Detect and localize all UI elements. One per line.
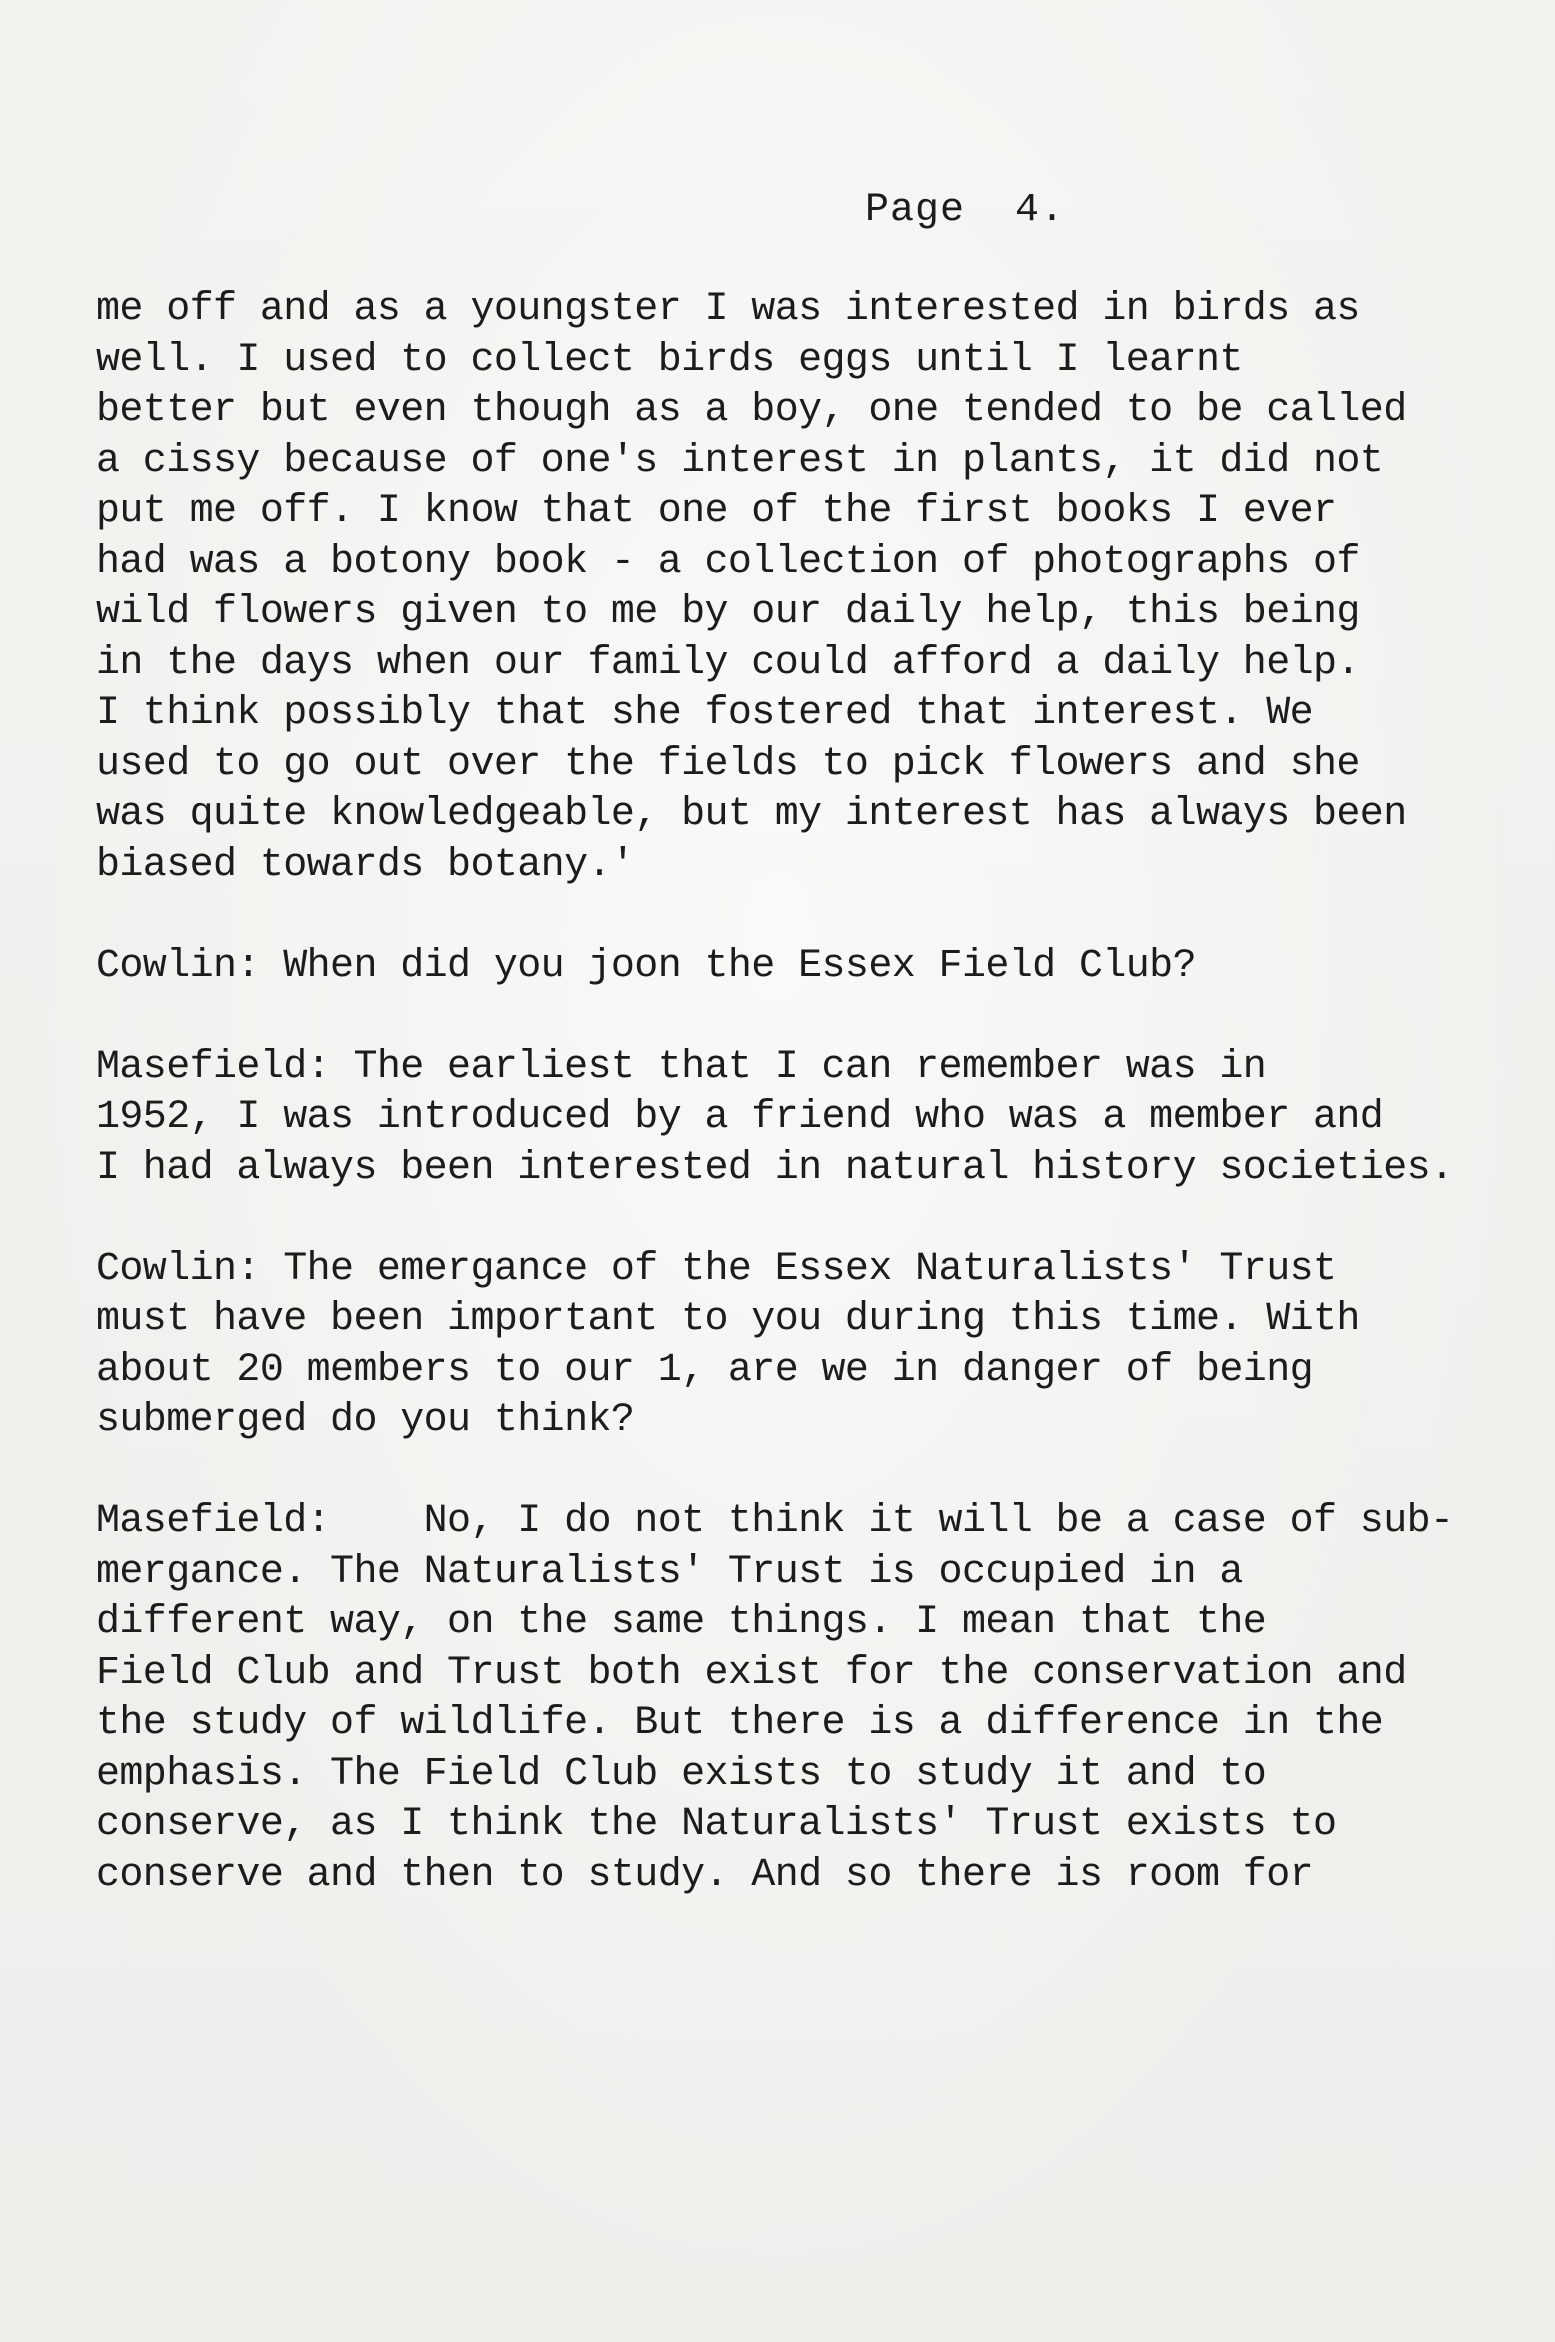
text-line: Cowlin: When did you joon the Essex Field Club? — [96, 943, 1196, 989]
text-line: the study of wildlife. But there is a difference in the — [96, 1701, 1384, 1746]
text-line: I had always been interested in natural history societies. — [96, 1145, 1454, 1191]
transcript-body — [96, 285, 1516, 1901]
text-line: Field Club and Trust both exist for the conservation and — [96, 1650, 1407, 1696]
paragraph-cowlin-question-1 — [96, 942, 1516, 993]
text-line: about 20 members to our 1, are we in danger of being — [96, 1347, 1314, 1393]
text-line: conserve, as I think the Naturalists' Trust exists to — [96, 1802, 1337, 1847]
text-line: put me off. I know that one of the first books I ever — [96, 489, 1337, 534]
page-number: Page 4. — [865, 188, 1066, 233]
text-line: I think possibly that she fostered that interest. We — [96, 691, 1314, 736]
text-line: Cowlin: The emergance of the Essex Naturalists' Trust — [96, 1246, 1337, 1292]
text-line: wild flowers given to me by our daily help, this being — [96, 590, 1360, 635]
text-line: must have been important to you during this time. With — [96, 1297, 1360, 1342]
paragraph-spacer — [96, 1447, 1516, 1498]
text-line: well. I used to collect birds eggs until I learnt — [96, 337, 1243, 383]
text-line: me off and as a youngster I was interested in birds as — [96, 287, 1360, 332]
text-line: used to go out over the fields to pick flowers and she — [96, 741, 1360, 787]
text-line: submerged do you think? — [96, 1398, 635, 1443]
text-line: Masefield: No, I do not think it will be a case of sub- — [96, 1499, 1454, 1544]
text-line: had was a botony book - a collection of photographs of — [96, 539, 1360, 585]
paragraph-masefield-answer-2 — [96, 1497, 1516, 1901]
text-line: emphasis. The Field Club exists to study it and to — [96, 1751, 1267, 1797]
paragraph-masefield-reminiscence — [96, 285, 1516, 891]
text-line: mergance. The Naturalists' Trust is occupied in a — [96, 1549, 1243, 1595]
paragraph-cowlin-question-2 — [96, 1245, 1516, 1447]
paragraph-spacer — [96, 992, 1516, 1043]
paragraph-spacer — [96, 1194, 1516, 1245]
text-line: Masefield: The earliest that I can remember was in — [96, 1044, 1267, 1090]
paragraph-spacer — [96, 891, 1516, 942]
text-line: was quite knowledgeable, but my interest has always been — [96, 792, 1407, 837]
text-line: different way, on the same things. I mean that the — [96, 1600, 1267, 1645]
text-line: biased towards botany.' — [96, 842, 635, 888]
text-line: in the days when our family could afford a daily help. — [96, 640, 1360, 686]
text-line: conserve and then to study. And so there is room for — [96, 1852, 1314, 1898]
text-line: a cissy because of one's interest in plants, it did not — [96, 438, 1384, 484]
paragraph-masefield-answer-1 — [96, 1043, 1516, 1195]
text-line: better but even though as a boy, one tended to be called — [96, 388, 1407, 433]
text-line: 1952, I was introduced by a friend who was a member and — [96, 1095, 1384, 1140]
